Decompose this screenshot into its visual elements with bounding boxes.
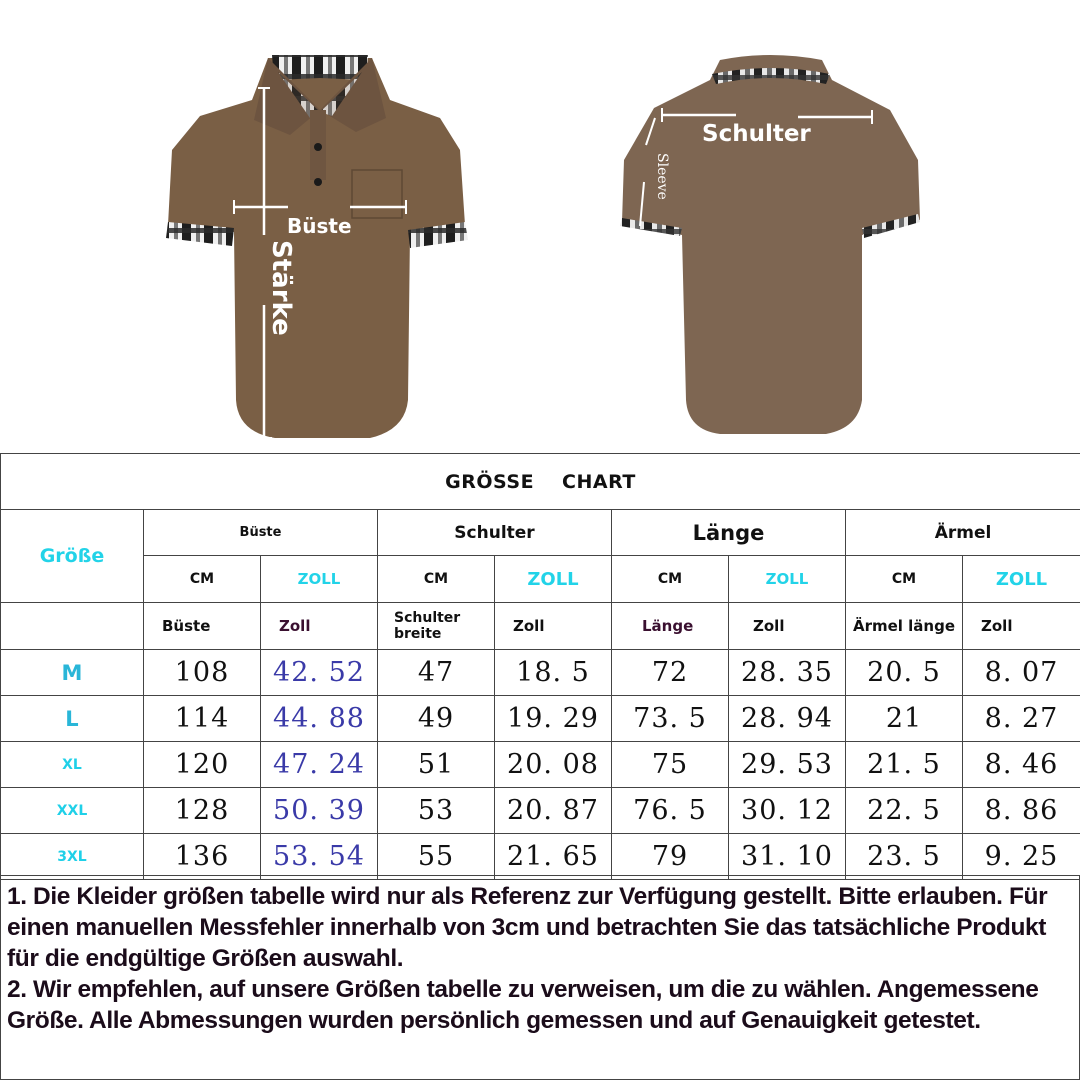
unit-inch: ZOLL — [495, 556, 612, 603]
value-cell: 42. 52 — [261, 650, 378, 696]
value-cell: 49 — [378, 696, 495, 742]
value-cell: 28. 94 — [729, 696, 846, 742]
sub-header: Zoll — [729, 603, 846, 650]
table-row — [1, 788, 1080, 834]
size-label: XXL — [1, 788, 144, 834]
table-row — [1, 696, 1080, 742]
empty-cell — [1, 603, 144, 650]
size-column-header: Größe — [1, 510, 144, 603]
value-cell: 50. 39 — [261, 788, 378, 834]
value-cell: 47. 24 — [261, 742, 378, 788]
unit-inch: ZOLL — [261, 556, 378, 603]
value-cell: 75 — [612, 742, 729, 788]
value-cell: 51 — [378, 742, 495, 788]
value-cell: 114 — [144, 696, 261, 742]
value-cell: 128 — [144, 788, 261, 834]
value-cell: 9. 25 — [963, 834, 1080, 880]
value-cell: 79 — [612, 834, 729, 880]
value-cell: 8. 07 — [963, 650, 1080, 696]
group-header-shoulder: Schulter — [378, 510, 612, 556]
size-label: XL — [1, 742, 144, 788]
value-cell: 8. 86 — [963, 788, 1080, 834]
value-cell: 108 — [144, 650, 261, 696]
value-cell: 55 — [378, 834, 495, 880]
group-header-sleeve: Ärmel — [846, 510, 1080, 556]
unit-cm: CM — [144, 556, 261, 603]
value-cell: 53 — [378, 788, 495, 834]
value-cell: 8. 46 — [963, 742, 1080, 788]
value-cell: 53. 54 — [261, 834, 378, 880]
value-cell: 21. 65 — [495, 834, 612, 880]
sub-header: Zoll — [261, 603, 378, 650]
chest-measure-label: Büste — [287, 214, 352, 238]
size-label: L — [1, 696, 144, 742]
sub-header: Ärmel länge — [846, 603, 963, 650]
value-cell: 31. 10 — [729, 834, 846, 880]
value-cell: 20. 5 — [846, 650, 963, 696]
value-cell: 20. 87 — [495, 788, 612, 834]
value-cell: 44. 88 — [261, 696, 378, 742]
sub-header: Schulter breite — [378, 603, 495, 650]
shoulder-measure-label: Schulter — [702, 121, 811, 147]
value-cell: 18. 5 — [495, 650, 612, 696]
table-row — [1, 834, 1080, 880]
value-cell: 20. 08 — [495, 742, 612, 788]
value-cell: 23. 5 — [846, 834, 963, 880]
size-label: M — [1, 650, 144, 696]
value-cell: 73. 5 — [612, 696, 729, 742]
value-cell: 72 — [612, 650, 729, 696]
unit-inch: ZOLL — [729, 556, 846, 603]
value-cell: 76. 5 — [612, 788, 729, 834]
unit-cm: CM — [378, 556, 495, 603]
value-cell: 120 — [144, 742, 261, 788]
group-header-length: Länge — [612, 510, 846, 556]
note-2: 2. Wir empfehlen, auf unsere Größen tabelle zu verweisen, um die zu wählen. Angemessene Größe. Alle Abmessungen wurden persönlich gemessen und auf Genauigkeit getestet. — [7, 976, 1039, 1034]
unit-cm: CM — [612, 556, 729, 603]
value-cell: 19. 29 — [495, 696, 612, 742]
value-cell: 29. 53 — [729, 742, 846, 788]
unit-inch: ZOLL — [963, 556, 1080, 603]
sub-header: Länge — [612, 603, 729, 650]
sub-header: Büste — [144, 603, 261, 650]
value-cell: 47 — [378, 650, 495, 696]
value-cell: 8. 27 — [963, 696, 1080, 742]
sleeve-measure-label: Sleeve — [654, 153, 670, 200]
table-row — [1, 742, 1080, 788]
chart-title-left: GRÖSSE — [445, 470, 535, 493]
size-label: 3XL — [1, 834, 144, 880]
group-header-chest: Büste — [144, 510, 378, 556]
value-cell: 136 — [144, 834, 261, 880]
note-1: 1. Die Kleider größen tabelle wird nur als Referenz zur Verfügung gestellt. Bitte erlauben. Für einen manuellen Messfehler innerhalb von 3cm und betrachten Sie das tatsächliche Produkt für die endgültige Größen auswahl. — [7, 883, 1048, 972]
size-chart-table — [0, 453, 1080, 880]
back-shirt-image — [600, 0, 940, 452]
sub-header: Zoll — [963, 603, 1080, 650]
chart-title — [1, 454, 1080, 510]
value-cell: 30. 12 — [729, 788, 846, 834]
chart-title-right: CHART — [562, 470, 636, 493]
value-cell: 21 — [846, 696, 963, 742]
table-row — [1, 650, 1080, 696]
unit-cm: CM — [846, 556, 963, 603]
product-photos — [0, 0, 1080, 452]
value-cell: 22. 5 — [846, 788, 963, 834]
value-cell: 28. 35 — [729, 650, 846, 696]
value-cell: 21. 5 — [846, 742, 963, 788]
size-notes — [0, 875, 1080, 1080]
sub-header: Zoll — [495, 603, 612, 650]
length-measure-label: Stärke — [266, 240, 296, 336]
